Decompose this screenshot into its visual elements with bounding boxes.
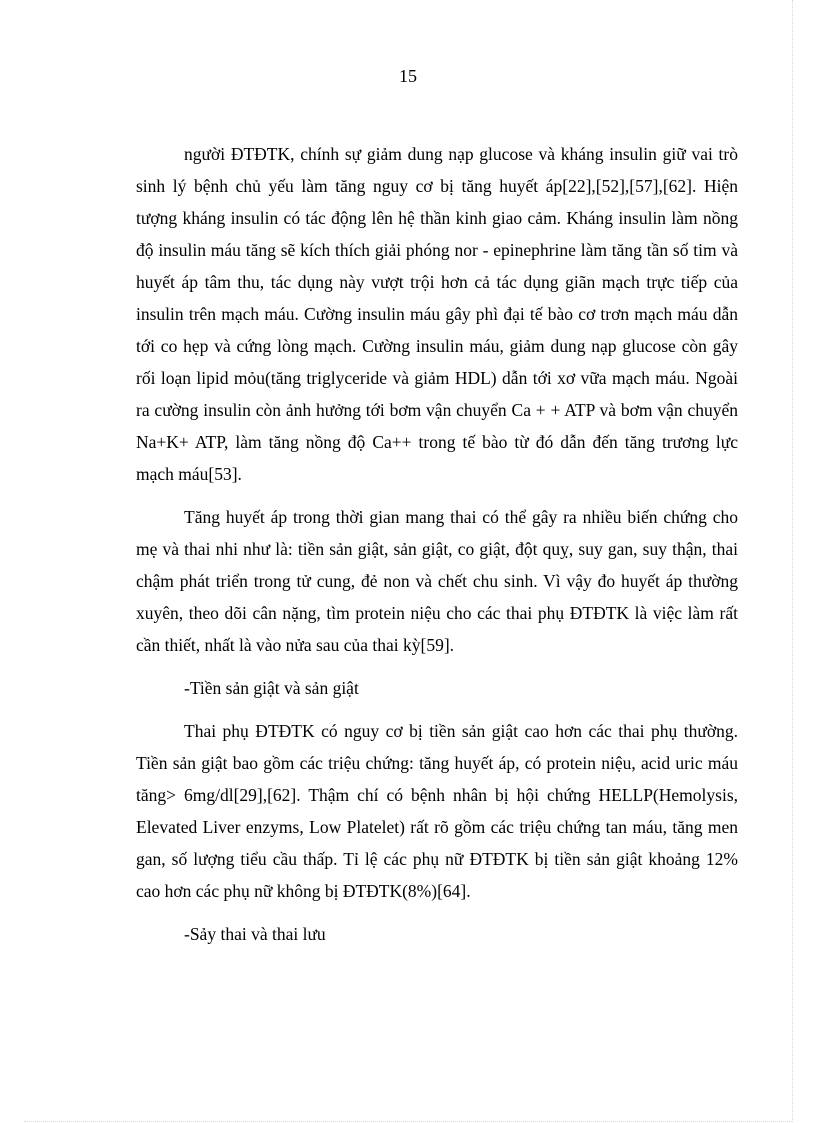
paragraph-hypertension-mechanism: người ĐTĐTK, chính sự giảm dung nạp glucose và kháng insulin giữ vai trò sinh lý bệnh chủ yếu làm tăng nguy cơ bị tăng huyết áp[22],[52],[57],[62]. Hiện tượng kháng insulin có tác động lên hệ thần kinh giao cảm. Kháng insulin làm nồng độ insulin máu tăng sẽ kích thích giải phóng nor - epinephrine làm tăng tần số tim và huyết áp tâm thu, tác dụng này vượt trội hơn cả tác dụng giãn mạch trực tiếp của insulin trên mạch máu. Cường insulin máu gây phì đại tế bào cơ trơn mạch máu dẫn tới co hẹp và cứng lòng mạch. Cường insulin máu, giảm dung nạp glucose còn gây rối loạn lipid mỏu(tăng triglyceride và giảm HDL) dẫn tới xơ vữa mạch máu. Ngoài ra cường insulin còn ảnh hưởng tới bơm vận chuyển Ca + + ATP và bơm vận chuyển Na+K+ ATP, làm tăng nồng độ Ca++ trong tế bào từ đó dẫn đến tăng trương lực mạch máu[53]. xyxy=(136,144,738,484)
paragraph-preeclampsia: Thai phụ ĐTĐTK có nguy cơ bị tiền sản giật cao hơn các thai phụ thường. Tiền sản giật bao gồm các triệu chứng: tăng huyết áp, có protein niệu, acid uric máu tăng> 6mg/dl[29],[62]. Thậm chí có bệnh nhân bị hội chứng HELLP(Hemolysis, Elevated Liver enzyms, Low Platelet) rất rõ gồm các triệu chứng tan máu, tăng men gan, số lượng tiểu cầu thấp. Tỉ lệ các phụ nữ ĐTĐTK bị tiền sản giật khoảng 12% cao hơn các phụ nữ không bị ĐTĐTK(8%)[64]. xyxy=(136,721,738,901)
heading-preeclampsia: -Tiền sản giật và sản giật xyxy=(184,678,359,698)
page-bottom-border xyxy=(24,1121,792,1122)
heading-miscarriage: -Sảy thai và thai lưu xyxy=(184,924,326,944)
page-number: 15 xyxy=(399,66,417,86)
page-right-border xyxy=(792,0,793,1122)
document-body xyxy=(136,138,738,961)
paragraph-hypertension-complications: Tăng huyết áp trong thời gian mang thai có thể gây ra nhiều biến chứng cho mẹ và thai nhi như là: tiền sản giật, sản giật, co giật, đột quỵ, suy gan, suy thận, thai chậm phát triển trong tử cung, đẻ non và chết chu sinh. Vì vậy đo huyết áp thường xuyên, theo dõi cân nặng, tìm protein niệu cho các thai phụ ĐTĐTK là việc làm rất cần thiết, nhất là vào nửa sau của thai kỳ[59]. xyxy=(136,507,738,655)
